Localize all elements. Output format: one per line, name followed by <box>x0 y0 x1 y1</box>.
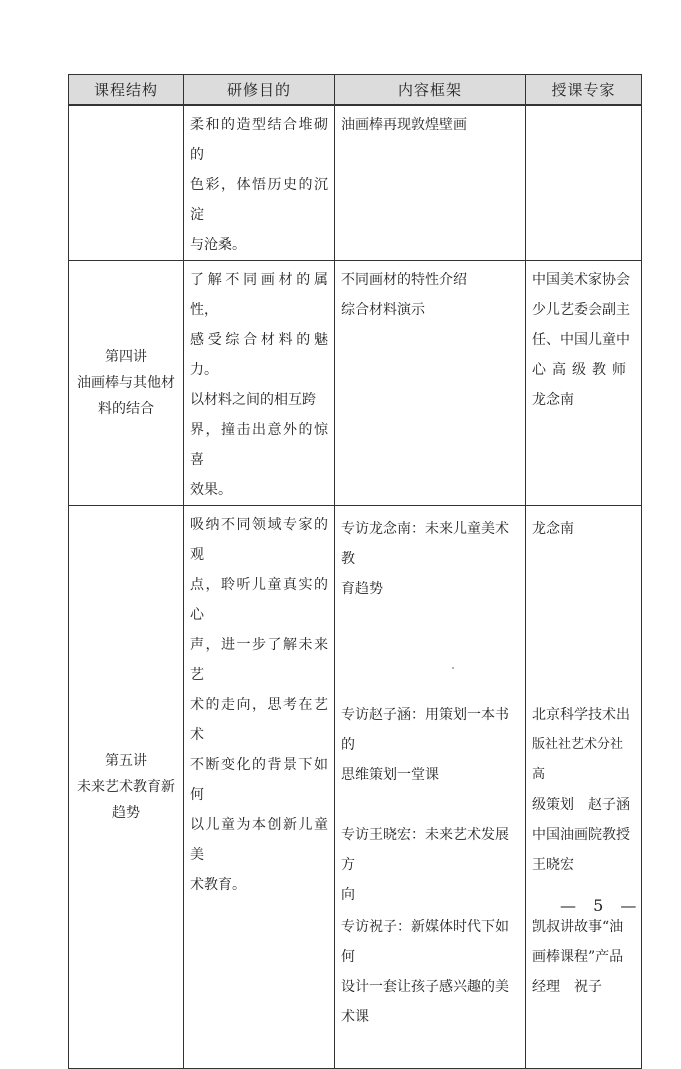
interview-block: 专访祝子：新媒体时代下如何 设计一套让孩子感兴趣的美 术课 <box>341 919 509 1025</box>
interview-block: 专访王晓宏：未来艺术发展方 向 <box>341 827 509 903</box>
expert-block: 龙念南 <box>532 521 574 537</box>
table-row <box>69 105 642 261</box>
scan-speck <box>452 667 454 669</box>
lecture-cell: 第五讲 未来艺术教育新 趋势 <box>69 506 184 1069</box>
header-course-structure: 课程结构 <box>69 75 184 106</box>
header-expert: 授课专家 <box>526 75 642 106</box>
content-cell: 油画棒再现敦煌壁画 <box>335 105 526 261</box>
content-cell: 不同画材的特性介绍 综合材料演示 <box>335 261 526 506</box>
interview-block: 专访赵子涵：用策划一本书的 思维策划一堂课 <box>341 707 509 783</box>
table-row <box>69 506 642 1069</box>
header-purpose: 研修目的 <box>184 75 335 106</box>
header-content: 内容框架 <box>335 75 526 106</box>
content-cell <box>335 506 526 1069</box>
page-number: — 5 — <box>560 896 643 915</box>
table-row <box>69 261 642 506</box>
expert-block: 凯叔讲故事“油 画棒课程”产品 经理 祝子 <box>532 919 624 995</box>
purpose-cell: 吸纳不同领域专家的观 点，聆听儿童真实的心 声，进一步了解未来艺 术的走向，思考在艺术 不断变化的背景下如何 以儿童为本创新儿童美 术教育。 <box>184 506 335 1069</box>
expert-block: 北京科学技术出 版社社艺术分社高 级策划 赵子涵 <box>532 707 630 813</box>
interview-block: 专访龙念南：未来儿童美术教 育趋势 <box>341 521 509 597</box>
purpose-cell: 柔和的造型结合堆砌的 色彩，体悟历史的沉淀 与沧桑。 <box>184 105 335 261</box>
course-table <box>68 74 642 1069</box>
expert-cell <box>526 105 642 261</box>
lecture-cell <box>69 105 184 261</box>
expert-cell: 中国美术家协会 少儿艺委会副主 任、中国儿童中 心高级教师 龙念南 <box>526 261 642 506</box>
expert-cell <box>526 506 642 1069</box>
expert-block: 中国油画院教授 王晓宏 <box>532 827 630 873</box>
lecture-cell: 第四讲 油画棒与其他材 料的结合 <box>69 261 184 506</box>
table-header-row <box>69 75 642 106</box>
purpose-cell: 了解不同画材的属性， 感受综合材料的魅力。 以材料之间的相互跨 界，撞击出意外的惊喜 效果。 <box>184 261 335 506</box>
